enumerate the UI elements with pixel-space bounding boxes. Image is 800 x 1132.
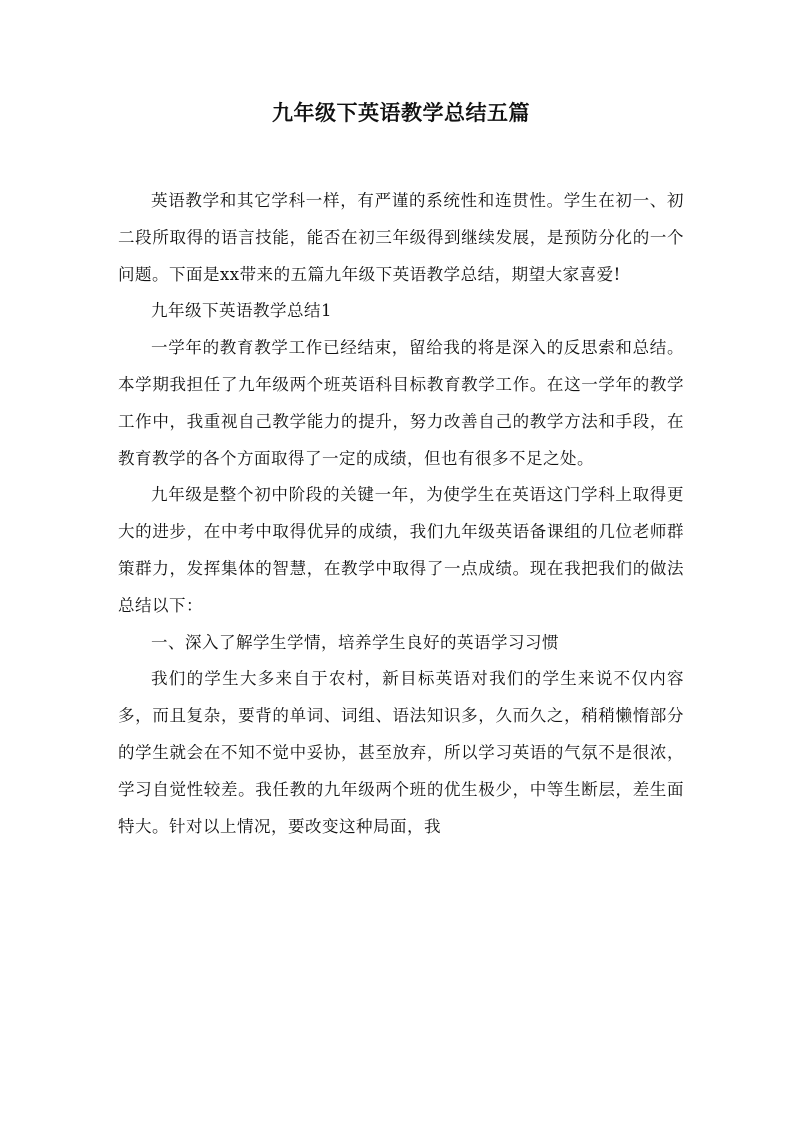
subsection-heading: 一、深入了解学生学情，培养学生良好的英语学习习惯 <box>151 632 559 652</box>
intro-paragraph: 英语教学和其它学科一样，有严谨的系统性和连贯性。学生在初一、初二段所取得的语言技能，能否在初三年级得到继续发展，是预防分化的一个问题。下面是xx带来的五篇九年级下英语教学总结，期望大家喜爱! <box>118 191 684 284</box>
section-heading-summary-1: 九年级下英语教学总结1 <box>151 301 332 321</box>
body-paragraph: 我们的学生大多来自于农村，新目标英语对我们的学生来说不仅内容多，而且复杂，要背的单词、词组、语法知识多，久而久之，稍稍懒惰部分的学生就会在不知不觉中妥协，甚至放弃，所以学习英语的气氛不是很浓，学习自觉性较差。我任教的九年级两个班的优生极少，中等生断层，差生面特大。针对以上情况，要改变这种局面，我 <box>118 669 684 836</box>
body-paragraph: 九年级是整个初中阶段的关键一年，为使学生在英语这门学科上取得更大的进步，在中考中取得优异的成绩，我们九年级英语备课组的几位老师群策群力，发挥集体的智慧，在教学中取得了一点成绩。现在我把我们的做法总结以下： <box>118 485 684 615</box>
document-title: 九年级下英语教学总结五篇 <box>272 100 530 125</box>
body-paragraph: 一学年的教育教学工作已经结束，留给我的将是深入的反思索和总结。本学期我担任了九年级两个班英语科目标教育教学工作。在这一学年的教学工作中，我重视自己教学能力的提升，努力改善自己的教学方法和手段，在教育教学的各个方面取得了一定的成绩，但也有很多不足之处。 <box>118 338 684 468</box>
document-body <box>118 183 684 845</box>
